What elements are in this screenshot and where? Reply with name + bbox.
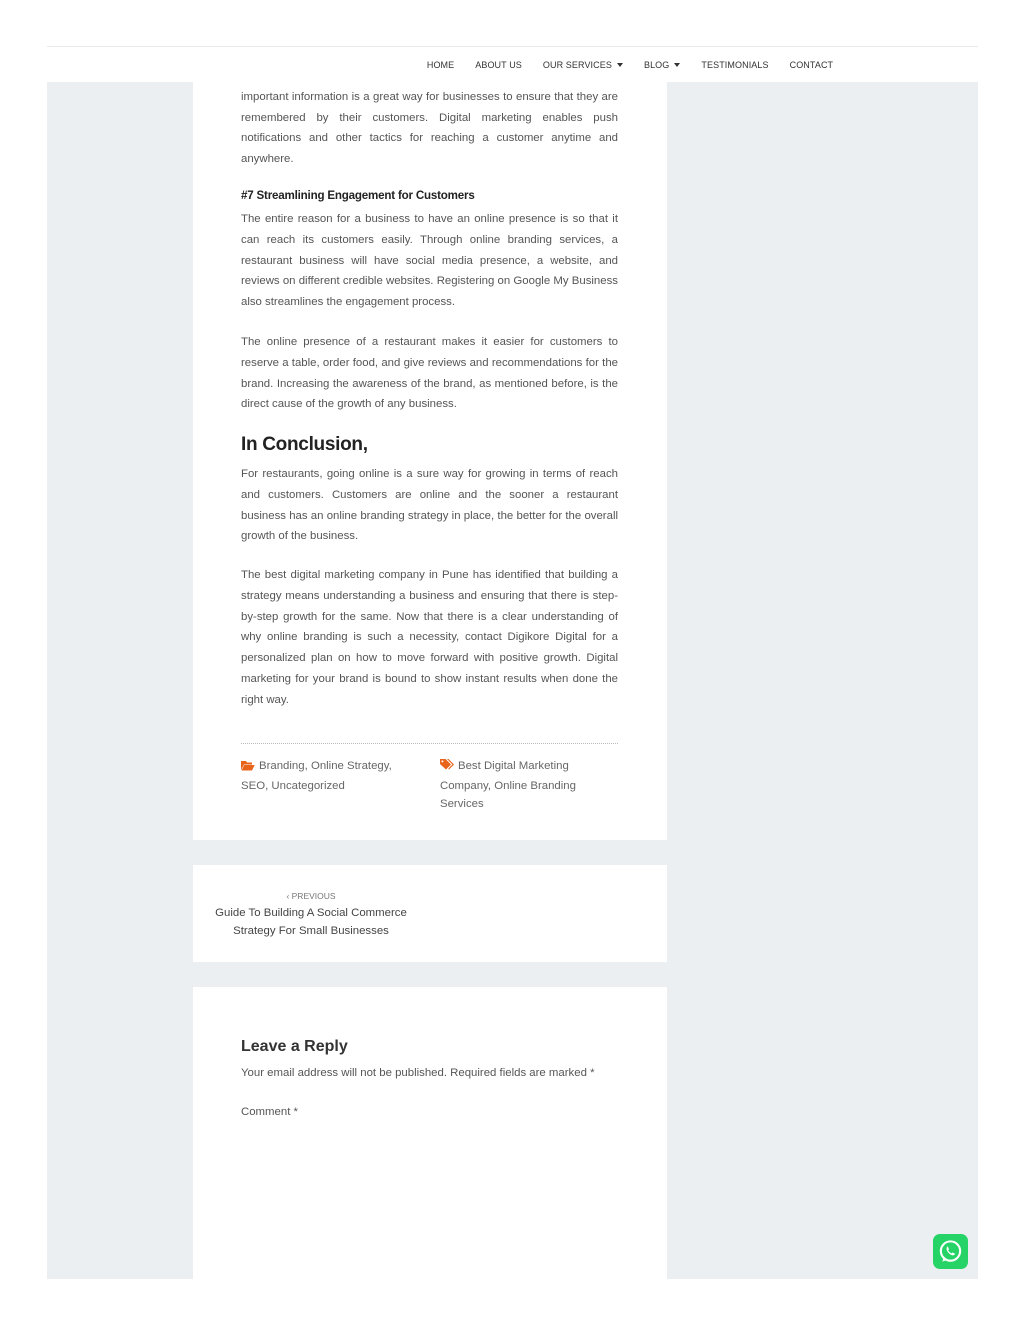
nav-blog[interactable]: BLOG <box>644 60 680 70</box>
category-link[interactable]: SEO <box>241 780 266 792</box>
folder-open-icon <box>241 759 255 777</box>
previous-label: ‹ PREVIOUS <box>286 891 336 901</box>
section7-p1-wrap <box>241 209 618 313</box>
whatsapp-icon <box>937 1238 964 1265</box>
main-navigation <box>47 46 978 82</box>
tag-link[interactable]: Online Branding Services <box>440 780 576 810</box>
section-heading: #7 Streamlining Engagement for Customers <box>241 189 475 202</box>
conclusion-heading-wrap <box>241 434 618 456</box>
divider <box>241 743 618 744</box>
nav-about-us[interactable]: ABOUT US <box>475 59 522 70</box>
reply-note: Your email address will not be published. Required fields are marked * <box>241 1067 595 1079</box>
partial-paragraph: important information is a great way for businesses to ensure that they are remembered by their customers. Digital marketing enables push notifications and other tactics for reaching a customer anytime and anywhere. <box>241 90 618 166</box>
conclusion-p2-wrap <box>241 565 618 711</box>
reply-title: Leave a Reply <box>241 1038 348 1055</box>
previous-post-link[interactable] <box>193 891 429 940</box>
article-card <box>193 46 667 840</box>
tags-icon <box>440 759 454 777</box>
reply-card <box>193 987 667 1279</box>
post-categories: Branding, Online Strategy, SEO, Uncategorized <box>241 760 392 792</box>
section7-heading-wrap <box>241 189 618 202</box>
section7-p2-wrap <box>241 332 618 415</box>
nav-our-services[interactable]: OUR SERVICES <box>543 60 623 70</box>
nav-testimonials[interactable]: TESTIMONIALS <box>701 59 769 70</box>
paragraph: For restaurants, going online is a sure way for growing in terms of reach and customers. Customers are online and the sooner a restaurant business has an online branding strategy in place, the better for the overall growth of the business. <box>241 468 618 543</box>
whatsapp-button[interactable] <box>933 1234 968 1269</box>
paragraph: The best digital marketing company in Pune has identified that building a strategy means understanding a business and ensuring that there is step-by-step growth for the same. Now that there is a clear understanding of why online branding is such a necessity, contact Digikore Digital for a personalized plan on how to move forward with positive growth. Digital marketing for your brand is bound to show instant results when done the right way. <box>241 569 618 706</box>
category-link[interactable]: Online Strategy <box>310 760 389 772</box>
post-navigation <box>193 865 667 962</box>
post-tags: Best Digital Marketing Company, Online Branding Services <box>440 760 576 810</box>
nav-contact[interactable]: CONTACT <box>789 59 834 70</box>
previous-post-title[interactable]: Guide To Building A Social Commerce Strategy For Small Businesses <box>215 907 407 937</box>
nav-home[interactable]: HOME <box>426 59 455 70</box>
caret-down-icon <box>674 63 680 67</box>
tag-link[interactable]: Best Digital Marketing Company <box>440 760 569 792</box>
conclusion-p1-wrap <box>241 464 618 547</box>
category-link[interactable]: Branding <box>259 760 305 772</box>
conclusion-heading: In Conclusion, <box>241 434 368 455</box>
caret-down-icon <box>617 63 623 67</box>
comment-label: Comment * <box>241 1106 298 1118</box>
paragraph: The entire reason for a business to have an online presence is so that it can reach its customers easily. Through online branding services, a restaurant business will have social media presence, a website, and reviews on different credible websites. Registering on Google My Business also streamlines the engagement process. <box>241 213 618 309</box>
category-link[interactable]: Uncategorized <box>271 780 345 792</box>
paragraph: The online presence of a restaurant makes it easier for customers to reserve a table, order food, and give reviews and recommendations for the brand. Increasing the awareness of the brand, as mentioned before, is the direct cause of the growth of any business. <box>241 336 618 411</box>
